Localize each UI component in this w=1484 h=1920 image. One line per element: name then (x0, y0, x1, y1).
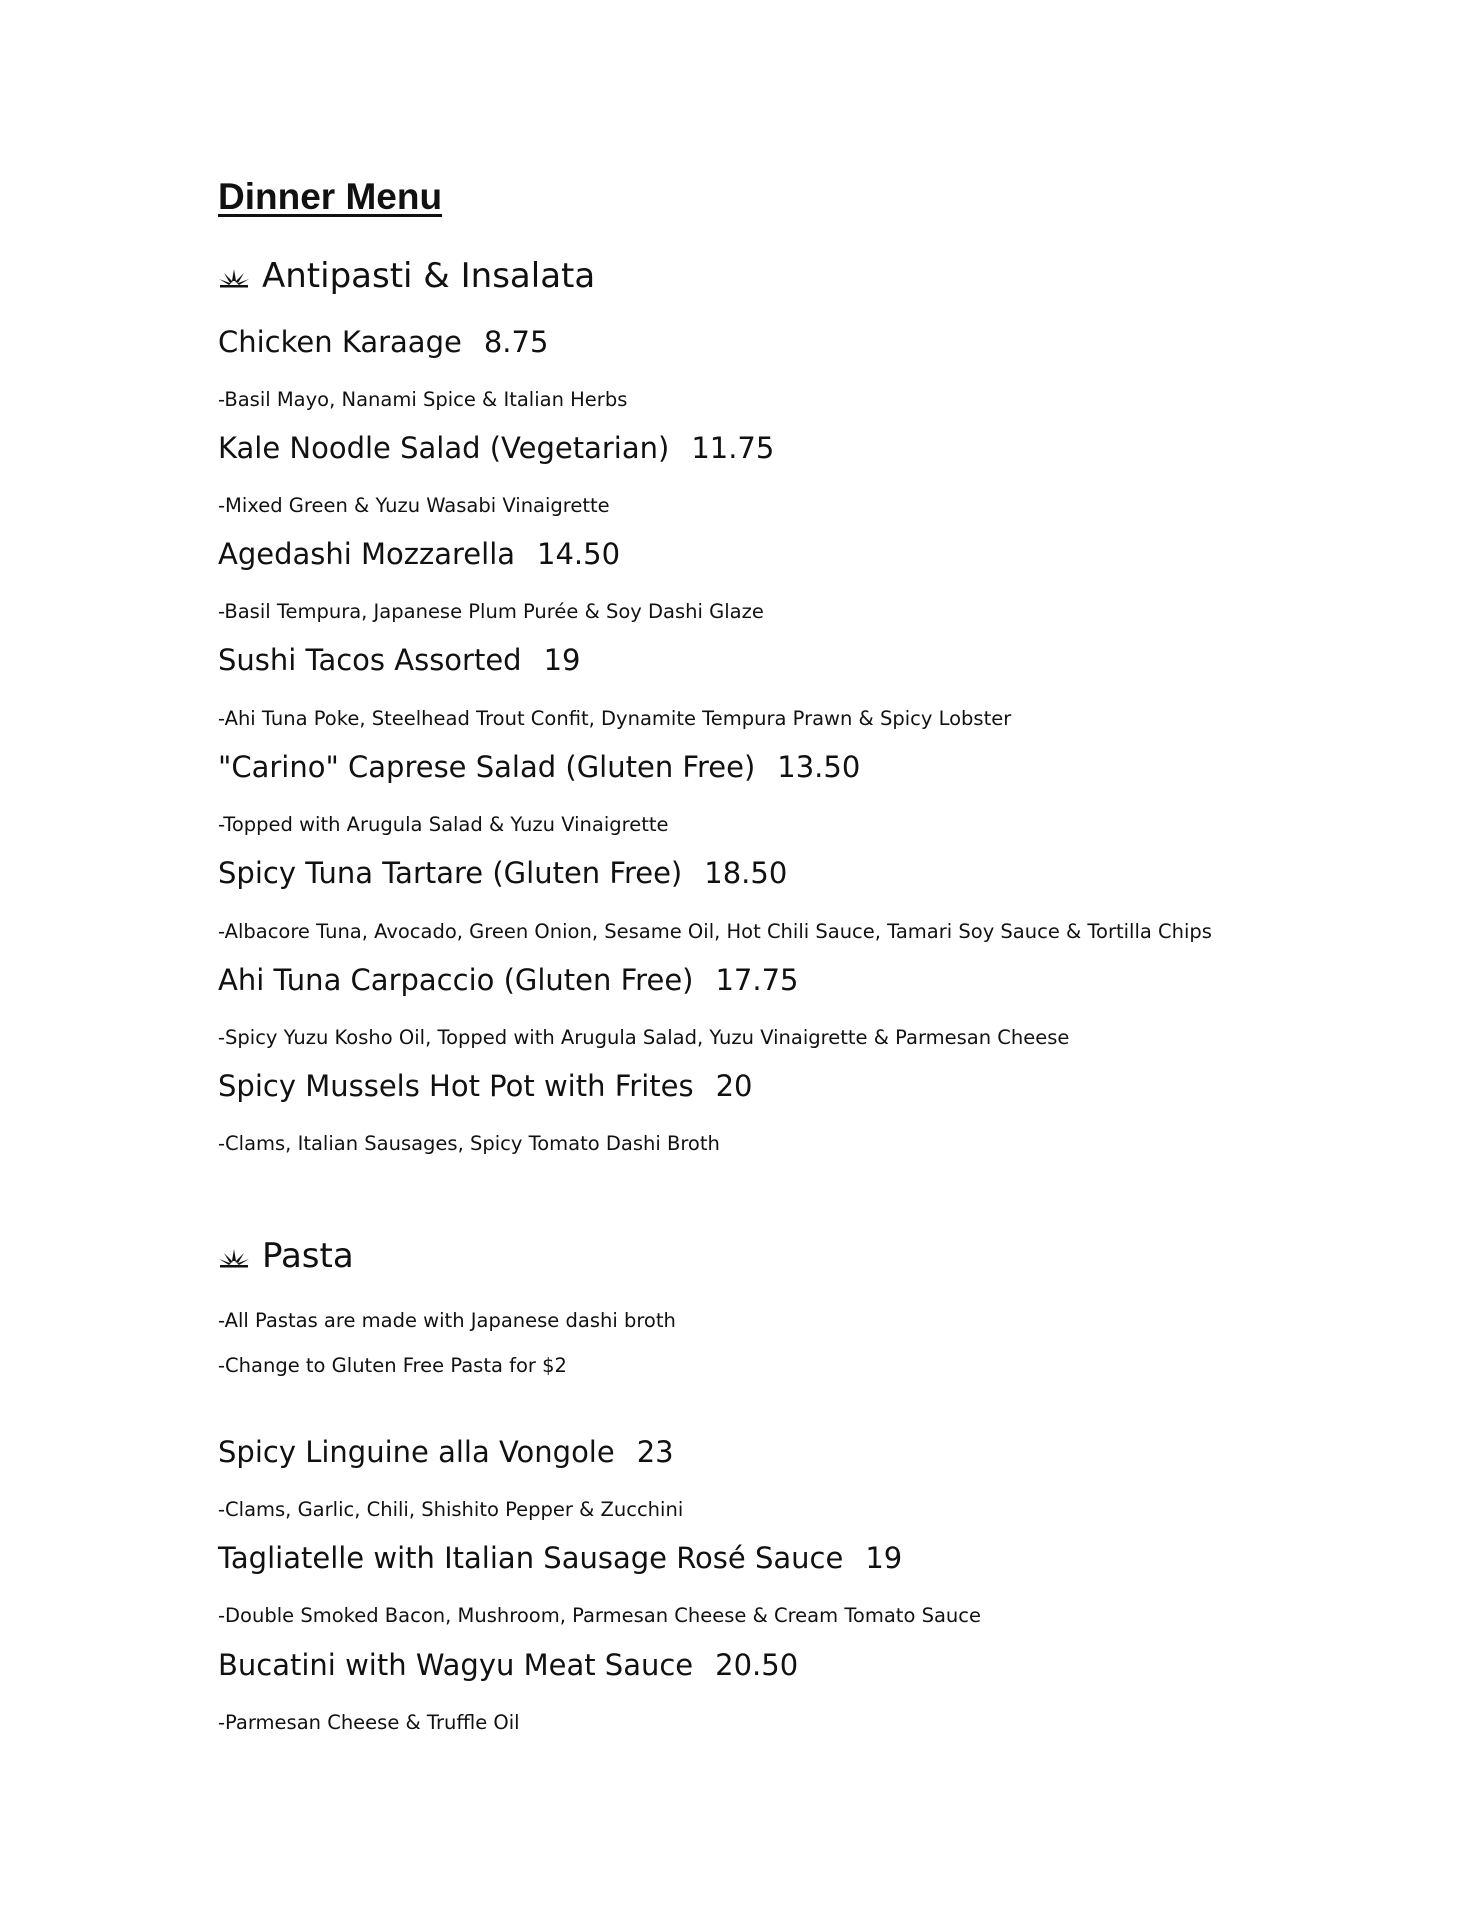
menu-item-name: Spicy Linguine alla Vongole 23 (218, 1435, 674, 1469)
menu-item-description: -Basil Mayo, Nanami Spice & Italian Herbs (218, 388, 628, 411)
menu-item-description: -Clams, Italian Sausages, Spicy Tomato Dashi Broth (218, 1132, 720, 1155)
menu-item-description: -Basil Tempura, Japanese Plum Purée & Soy Dashi Glaze (218, 600, 764, 623)
menu-item-price: 23 (636, 1435, 674, 1469)
menu-item-price: 20 (715, 1069, 753, 1103)
section-heading-pasta (218, 1236, 354, 1276)
menu-item-price: 11.75 (691, 431, 775, 465)
lotus-icon (218, 267, 250, 289)
menu-item-description: -Ahi Tuna Poke, Steelhead Trout Confit, Dynamite Tempura Prawn & Spicy Lobster (218, 707, 1012, 730)
menu-item-description: -Spicy Yuzu Kosho Oil, Topped with Arugula Salad, Yuzu Vinaigrette & Parmesan Cheese (218, 1026, 1070, 1049)
menu-item-price: 18.50 (704, 856, 788, 890)
menu-item-price: 19 (865, 1541, 903, 1575)
menu-item-description: -Topped with Arugula Salad & Yuzu Vinaigrette (218, 813, 669, 836)
menu-item-price: 13.50 (777, 750, 861, 784)
menu-item-description: -Parmesan Cheese & Truffle Oil (218, 1711, 520, 1734)
menu-item-name: Ahi Tuna Carpaccio (Gluten Free) 17.75 (218, 963, 799, 997)
menu-item-name: Bucatini with Wagyu Meat Sauce 20.50 (218, 1648, 799, 1682)
menu-item-description: -Mixed Green & Yuzu Wasabi Vinaigrette (218, 494, 610, 517)
lotus-icon (218, 1247, 250, 1269)
menu-item-description: -Albacore Tuna, Avocado, Green Onion, Sesame Oil, Hot Chili Sauce, Tamari Soy Sauce & Tortilla Chips (218, 920, 1212, 943)
section-title: Pasta (262, 1236, 354, 1276)
menu-item-description: -Clams, Garlic, Chili, Shishito Pepper & Zucchini (218, 1498, 684, 1521)
menu-item-price: 17.75 (715, 963, 799, 997)
menu-item-price: 20.50 (715, 1648, 799, 1682)
menu-item-price: 19 (543, 643, 581, 677)
menu-item-name: Sushi Tacos Assorted 19 (218, 643, 581, 677)
menu-item-name: Spicy Tuna Tartare (Gluten Free) 18.50 (218, 856, 788, 890)
menu-item-name: Agedashi Mozzarella 14.50 (218, 537, 621, 571)
section-heading-antipasti (218, 256, 595, 296)
menu-item-price: 8.75 (483, 325, 549, 359)
section-note: -Change to Gluten Free Pasta for $2 (218, 1354, 567, 1377)
menu-item-name: "Carino" Caprese Salad (Gluten Free) 13.50 (218, 750, 861, 784)
page-title: Dinner Menu (218, 176, 443, 217)
menu-item-name: Chicken Karaage 8.75 (218, 325, 549, 359)
menu-item-price: 14.50 (537, 537, 621, 571)
menu-item-name: Tagliatelle with Italian Sausage Rosé Sauce 19 (218, 1541, 903, 1575)
section-title: Antipasti & Insalata (262, 256, 596, 296)
section-note: -All Pastas are made with Japanese dashi broth (218, 1309, 676, 1332)
menu-item-name: Kale Noodle Salad (Vegetarian) 11.75 (218, 431, 775, 465)
menu-item-name: Spicy Mussels Hot Pot with Frites 20 (218, 1069, 753, 1103)
menu-item-description: -Double Smoked Bacon, Mushroom, Parmesan Cheese & Cream Tomato Sauce (218, 1604, 981, 1627)
